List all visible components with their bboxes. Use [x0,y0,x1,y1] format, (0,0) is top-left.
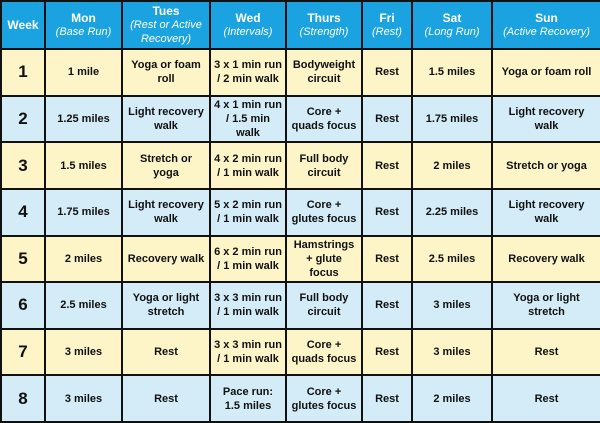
week-number: 4 [1,189,45,236]
sat-cell: 3 miles [412,329,492,376]
thurs-cell: Full body circuit [286,282,362,329]
day-focus: (Intervals) [223,26,273,38]
sat-cell: 2.25 miles [412,189,492,236]
mon-column-header [45,1,122,49]
thurs-cell: Core + quads focus [286,96,362,143]
day-focus: (Rest or Active Recovery) [130,19,202,45]
sat-cell: 3 miles [412,282,492,329]
sat-cell: 1.75 miles [412,96,492,143]
tues-cell: Rest [122,375,210,422]
day-label: Sun [535,11,558,25]
tues-cell: Rest [122,329,210,376]
header-row [1,1,600,49]
mon-cell: 2 miles [45,236,122,283]
sat-cell: 2 miles [412,142,492,189]
table-row [1,236,600,283]
sat-column-header [412,1,492,49]
week-number: 2 [1,96,45,143]
table-row [1,375,600,422]
fri-cell: Rest [362,236,412,283]
day-focus: (Rest) [372,26,402,38]
week-number: 7 [1,329,45,376]
sat-cell: 2.5 miles [412,236,492,283]
sat-cell: 1.5 miles [412,49,492,96]
mon-cell: 2.5 miles [45,282,122,329]
fri-cell: Rest [362,142,412,189]
wed-cell: Pace run: 1.5 miles [210,375,286,422]
tues-cell: Light recovery walk [122,189,210,236]
week-number: 6 [1,282,45,329]
sat-cell: 2 miles [412,375,492,422]
wed-cell: 5 x 2 min run / 1 min walk [210,189,286,236]
tues-cell: Yoga or foam roll [122,49,210,96]
thurs-cell: Bodyweight circuit [286,49,362,96]
mon-cell: 1.75 miles [45,189,122,236]
fri-cell: Rest [362,189,412,236]
thurs-cell: Hamstrings + glute focus [286,236,362,283]
table-row [1,189,600,236]
table-row [1,96,600,143]
plan-body [1,49,600,422]
table-row [1,282,600,329]
day-label: Wed [235,11,261,25]
tues-column-header [122,1,210,49]
wed-cell: 3 x 3 min run / 1 min walk [210,282,286,329]
day-label: Thurs [307,11,341,25]
table-row [1,329,600,376]
mon-cell: 1.25 miles [45,96,122,143]
wed-cell: 4 x 2 min run / 1 min walk [210,142,286,189]
fri-cell: Rest [362,96,412,143]
sun-cell: Light recovery walk [492,96,600,143]
sun-cell: Light recovery walk [492,189,600,236]
week-number: 5 [1,236,45,283]
sun-cell: Rest [492,375,600,422]
mon-cell: 1 mile [45,49,122,96]
week-number: 3 [1,142,45,189]
sun-cell: Rest [492,329,600,376]
mon-cell: 3 miles [45,375,122,422]
sun-cell: Recovery walk [492,236,600,283]
day-focus: (Long Run) [424,26,480,38]
wed-cell: 4 x 1 min run / 1.5 min walk [210,96,286,143]
day-focus: (Strength) [299,26,349,38]
thurs-column-header [286,1,362,49]
thurs-cell: Core + glutes focus [286,375,362,422]
wed-column-header [210,1,286,49]
tues-cell: Recovery walk [122,236,210,283]
wed-cell: 6 x 2 min run / 1 min walk [210,236,286,283]
day-label: Tues [152,4,180,18]
sun-cell: Yoga or foam roll [492,49,600,96]
sun-cell: Yoga or light stretch [492,282,600,329]
fri-cell: Rest [362,282,412,329]
week-column-header: Week [1,1,45,49]
mon-cell: 3 miles [45,329,122,376]
fri-cell: Rest [362,329,412,376]
day-label: Sat [442,11,462,25]
day-label: Mon [71,11,96,25]
week-number: 1 [1,49,45,96]
tues-cell: Light recovery walk [122,96,210,143]
wed-cell: 3 x 1 min run / 2 min walk [210,49,286,96]
table-row [1,142,600,189]
fri-column-header [362,1,412,49]
day-focus: (Base Run) [55,26,112,38]
tues-cell: Yoga or light stretch [122,282,210,329]
fri-cell: Rest [362,49,412,96]
thurs-cell: Core + quads focus [286,329,362,376]
day-label: Fri [379,11,395,25]
sun-cell: Stretch or yoga [492,142,600,189]
sun-column-header [492,1,600,49]
thurs-cell: Core + glutes focus [286,189,362,236]
fri-cell: Rest [362,375,412,422]
table-row [1,49,600,96]
thurs-cell: Full body circuit [286,142,362,189]
tues-cell: Stretch or yoga [122,142,210,189]
day-focus: (Active Recovery) [503,26,590,38]
wed-cell: 3 x 3 min run / 1 min walk [210,329,286,376]
mon-cell: 1.5 miles [45,142,122,189]
week-number: 8 [1,375,45,422]
